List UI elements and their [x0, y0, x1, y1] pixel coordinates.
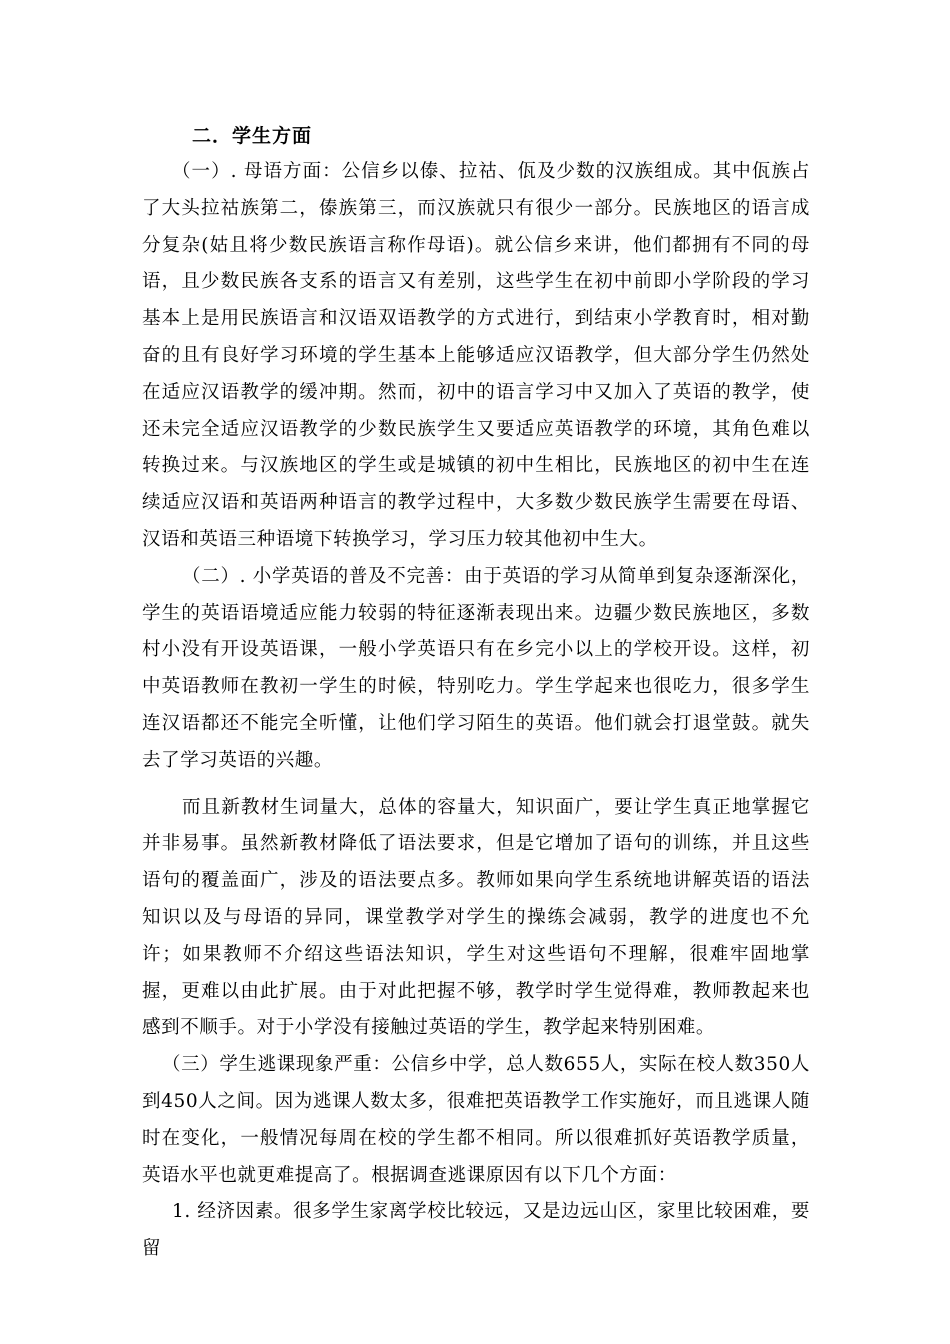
paragraph-mother-tongue: （一）. 母语方面：公信乡以傣、拉祜、佤及少数的汉族组成。其中佤族占了大头拉祜族第二，傣族第三，而汉族就只有很少一部分。民族地区的语言成分复杂(姑且将少数民族语言称作母语)。就公信乡来讲，他们都拥有不同的母语，且少数民族各支系的语言又有差别，这些学生在初中前即小学阶段的学习基本上是用民族语言和汉语双语教学的方式进行，到结束小学教育时，相对勤奋的且有良好学习环境的学生基本上能够适应汉语教学，但大部分学生仍然处在适应汉语教学的缓冲期。然而，初中的语言学习中又加入了英语的教学，使还未完全适应汉语教学的少数民族学生又要适应英语教学的环境，其角色难以转换过来。与汉族地区的学生或是城镇的初中生相比，民族地区的初中生在连续适应汉语和英语两种语言的教学过程中，大多数少数民族学生需要在母语、汉语和英语三种语境下转换学习，学习压力较其他初中生大。 [142, 161, 810, 550]
paragraph-primary-english: （二）. 小学英语的普及不完善：由于英语的学习从简单到复杂逐渐深化，学生的英语语境适应能力较弱的特征逐渐表现出来。边疆少数民族地区，多数村小没有开设英语课，一般小学英语只有在乡完小以上的学校开设。这样，初中英语教师在教初一学生的时候，特别吃力。学生学起来也很吃力，很多学生连汉语都还不能完全听懂，让他们学习陌生的英语。他们就会打退堂鼓。就失去了学习英语的兴趣。 [142, 565, 810, 771]
paragraph-economic-factor: 1. 经济因素。很多学生家离学校比较远，又是边远山区，家里比较困难，要留 [142, 1201, 810, 1260]
paragraph-truancy: （三）学生逃课现象严重：公信乡中学，总人数655人，实际在校人数350人到450人之间。因为逃课人数太多，很难把英语教学工作实施好，而且逃课人随时在变化，一般情况每周在校的学生都不相同。所以很难抓好英语教学质量，英语水平也就更难提高了。根据调查逃课原因有以下几个方面： [142, 1054, 810, 1186]
paragraph-new-textbook: 而且新教材生词量大，总体的容量大，知识面广，要让学生真正地掌握它并非易事。虽然新教材降低了语法要求，但是它增加了语句的训练，并且这些语句的覆盖面广，涉及的语法要点多。教师如果向学生系统地讲解英语的语法知识以及与母语的异同，课堂教学对学生的操练会减弱，教学的进度也不允许；如果教师不介绍这些语法知识，学生对这些语句不理解，很难牢固地掌握，更难以由此扩展。由于对此把握不够，教学时学生觉得难，教师教起来也感到不顺手。对于小学没有接触过英语的学生，教学起来特别困难。 [142, 796, 810, 1039]
document-body [142, 118, 810, 1268]
section-heading: 二．学生方面 [192, 125, 313, 147]
